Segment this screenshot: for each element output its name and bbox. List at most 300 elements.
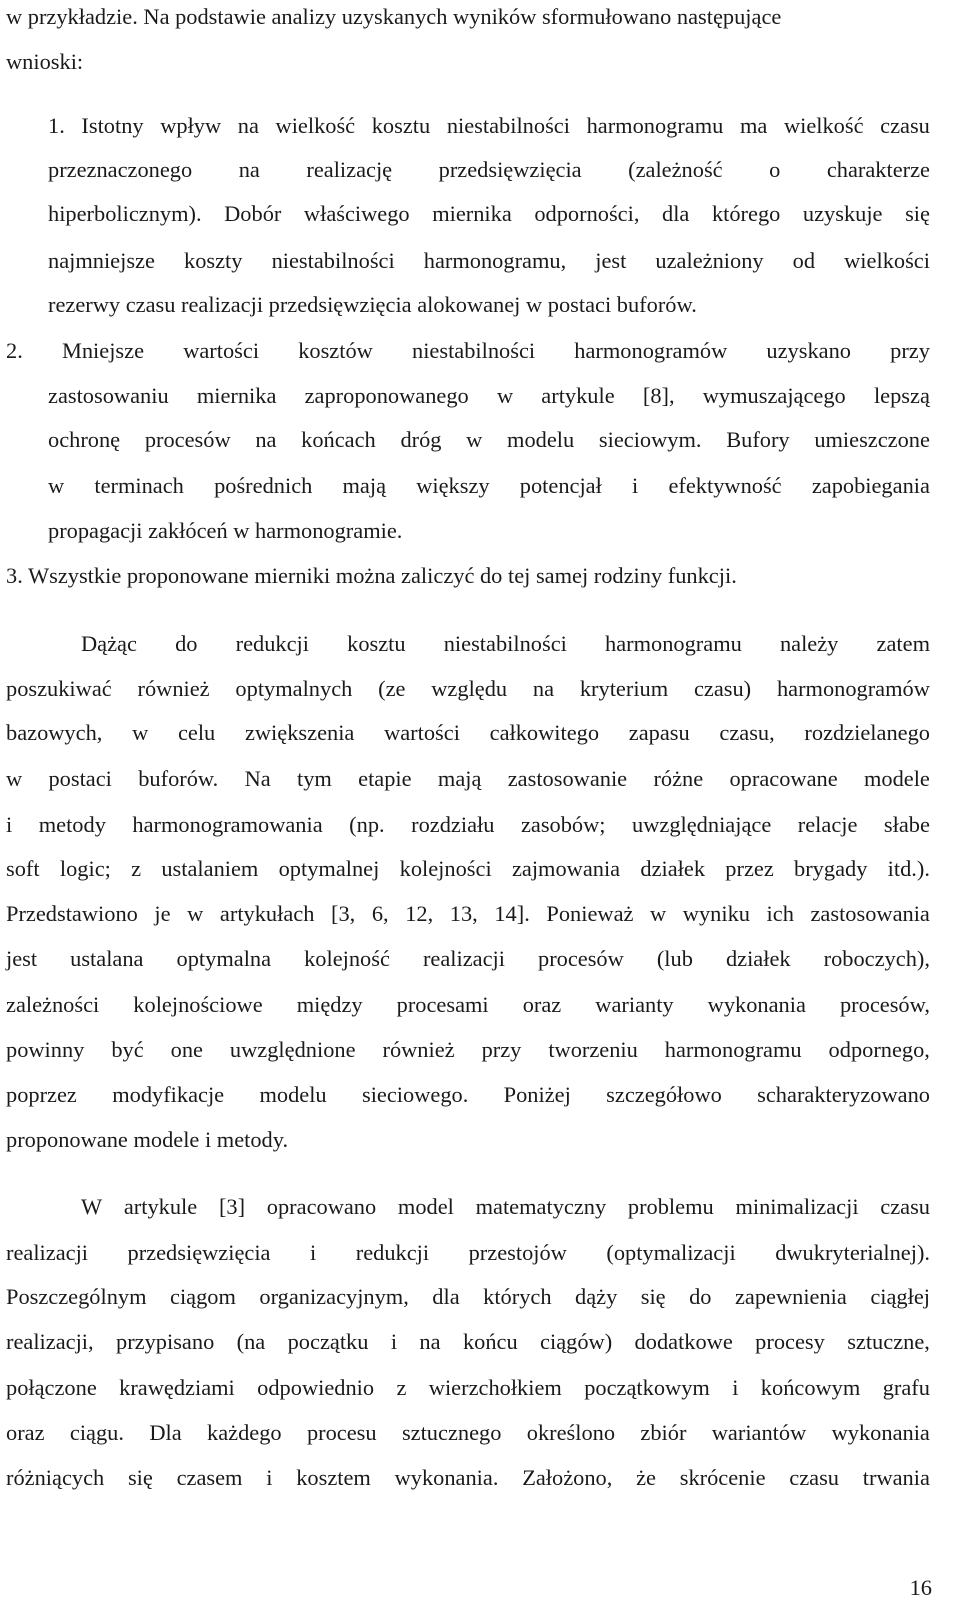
- justified-line: [6, 336, 930, 366]
- word: przeznaczonego: [48, 157, 193, 182]
- word: minimalizacji: [735, 1194, 859, 1219]
- word: harmonogramu: [605, 631, 742, 656]
- word: czasu,: [719, 720, 775, 745]
- word: krawędziami: [119, 1375, 235, 1400]
- word: poprzez: [6, 1082, 77, 1107]
- word: końcach: [301, 427, 376, 452]
- line-text: 3. Wszystkie proponowane mierniki można zaliczyć do tej samej rodziny funkcji.: [6, 563, 737, 588]
- word: procesy: [755, 1329, 825, 1354]
- word: między: [296, 992, 363, 1017]
- word: 12,: [405, 901, 434, 926]
- word: przedsięwzięcia: [438, 157, 582, 182]
- word: kosztów: [298, 338, 373, 363]
- word: rozdziału: [411, 812, 495, 837]
- justified-line: [6, 1373, 930, 1403]
- word: ustalaniem: [161, 856, 259, 881]
- word: zasobów;: [520, 812, 606, 837]
- word: na: [532, 676, 555, 701]
- word: jest: [6, 946, 38, 971]
- word: kosztu: [347, 631, 406, 656]
- word: oraz: [522, 992, 562, 1017]
- word: przy: [481, 1037, 522, 1062]
- word: wartości: [183, 338, 260, 363]
- line-text: rezerwy czasu realizacji przedsięwzięcia alokowanej w postaci buforów.: [48, 292, 697, 317]
- word: terminach: [94, 473, 184, 498]
- word: wielkość: [275, 113, 356, 138]
- text-line: [6, 471, 930, 501]
- word: zapewnienia: [734, 1284, 847, 1309]
- justified-line: [81, 629, 930, 659]
- word: Mniejsze: [61, 338, 145, 363]
- word: Dobór: [224, 201, 282, 226]
- word: mają: [437, 766, 482, 791]
- text-line: [6, 718, 930, 748]
- word: należy: [779, 631, 839, 656]
- word: w: [48, 473, 65, 498]
- word: końcu: [462, 1329, 518, 1354]
- word: większy: [416, 473, 490, 498]
- word: 2.: [6, 338, 23, 363]
- word: jest: [595, 248, 627, 273]
- justified-line: [48, 471, 930, 501]
- word: do: [175, 631, 198, 656]
- word: ciągów): [540, 1329, 613, 1354]
- word: realizację: [306, 157, 393, 182]
- word: one: [170, 1037, 203, 1062]
- word: odporności,: [534, 201, 640, 226]
- word: Dla: [149, 1420, 182, 1445]
- word: zajmowania: [511, 856, 621, 881]
- text-line: [6, 246, 930, 276]
- word: odpornego,: [828, 1037, 930, 1062]
- word: harmonogramu: [664, 1037, 802, 1062]
- word: kolejność: [304, 946, 390, 971]
- justified-line: [81, 1192, 930, 1222]
- word: przy: [890, 338, 930, 363]
- word: powinny: [6, 1037, 85, 1062]
- word: czasu: [880, 113, 930, 138]
- justified-line: [48, 381, 930, 411]
- word: harmonogramu,: [423, 248, 567, 273]
- text-line: [6, 1373, 930, 1403]
- word: redukcji: [355, 1240, 430, 1265]
- word: Przedstawiono: [6, 901, 138, 926]
- word: kolejnościowe: [133, 992, 263, 1017]
- word: procesu: [306, 1420, 377, 1445]
- word: Założono,: [522, 1465, 613, 1490]
- word: się: [640, 1284, 666, 1309]
- word: końcowym: [760, 1375, 861, 1400]
- text-line: [6, 2, 930, 32]
- word: przestojów: [468, 1240, 567, 1265]
- word: 13,: [449, 901, 478, 926]
- justified-line: [6, 764, 930, 794]
- word: którego: [711, 201, 781, 226]
- word: zwiększenia: [244, 720, 355, 745]
- word: zastosowania: [810, 901, 930, 926]
- justified-line: [6, 1463, 930, 1493]
- word: względu: [431, 676, 508, 701]
- text-line: [6, 1125, 930, 1155]
- text-line: [6, 1080, 930, 1110]
- word: logic;: [59, 856, 111, 881]
- word: modyfikacje: [112, 1082, 225, 1107]
- word: których: [483, 1284, 552, 1309]
- word: rozdzielanego: [804, 720, 930, 745]
- word: lepszą: [873, 383, 930, 408]
- word: sztuczne,: [847, 1329, 930, 1354]
- word: się: [905, 201, 930, 226]
- word: wpływ: [160, 113, 222, 138]
- word: hiperbolicznym).: [48, 201, 202, 226]
- text-line: [6, 290, 930, 320]
- word: (ze: [378, 676, 406, 701]
- word: skrócenie: [679, 1465, 766, 1490]
- word: sztucznego: [401, 1420, 502, 1445]
- word: koszty: [184, 248, 243, 273]
- word: różne: [653, 766, 704, 791]
- word: ochronę: [48, 427, 121, 452]
- line-text: proponowane modele i metody.: [6, 1127, 289, 1152]
- word: model: [397, 1194, 454, 1219]
- word: zaproponowanego: [304, 383, 469, 408]
- word: wierzchołkiem: [428, 1375, 562, 1400]
- word: określono: [526, 1420, 616, 1445]
- word: i: [732, 1375, 739, 1400]
- text-line: [6, 336, 930, 366]
- word: zapobiegania: [811, 473, 930, 498]
- word: uwzględniające: [632, 812, 772, 837]
- text-line: [6, 155, 930, 185]
- word: w: [496, 383, 514, 408]
- word: artykule: [541, 383, 615, 408]
- word: Istotny: [81, 113, 144, 138]
- word: soft: [6, 856, 40, 881]
- word: wartości: [384, 720, 460, 745]
- word: charakterze: [826, 157, 930, 182]
- word: miernika: [432, 201, 512, 226]
- word: [3]: [218, 1194, 246, 1219]
- justified-line: [48, 425, 930, 455]
- word: artykule: [123, 1194, 198, 1219]
- justified-line: [48, 111, 930, 141]
- word: brygady: [794, 856, 868, 881]
- text-line: [6, 1418, 930, 1448]
- justified-line: [48, 199, 930, 229]
- word: działek: [640, 856, 706, 881]
- word: modelu: [259, 1082, 327, 1107]
- word: wykonania.: [394, 1465, 499, 1490]
- word: odpowiednio: [257, 1375, 375, 1400]
- word: z: [396, 1375, 407, 1400]
- word: umieszczone: [814, 427, 930, 452]
- word: modele: [863, 766, 930, 791]
- text-line: [6, 1327, 930, 1357]
- word: na: [238, 157, 260, 182]
- word: do: [689, 1284, 712, 1309]
- justified-line: [6, 899, 930, 929]
- word: (np.: [349, 812, 385, 837]
- text-line: [6, 1238, 930, 1268]
- word: w: [466, 427, 483, 452]
- word: uwzględnione: [229, 1037, 356, 1062]
- word: Na: [244, 766, 271, 791]
- word: artykułach: [219, 901, 315, 926]
- word: grafu: [882, 1375, 930, 1400]
- word: przez: [725, 856, 774, 881]
- text-line: [6, 199, 930, 229]
- word: ciągłej: [870, 1284, 930, 1309]
- text-line: [6, 516, 930, 546]
- word: 14].: [494, 901, 530, 926]
- word: wielkość: [783, 113, 864, 138]
- word: całkowitego: [489, 720, 600, 745]
- word: uzyskano: [766, 338, 851, 363]
- word: niestabilności: [443, 631, 567, 656]
- text-line: [6, 47, 930, 77]
- text-line: [6, 899, 930, 929]
- word: się: [127, 1465, 153, 1490]
- word: opracowano: [266, 1194, 377, 1219]
- word: poszukiwać: [6, 676, 112, 701]
- word: opracowane: [729, 766, 838, 791]
- text-line: [6, 561, 930, 591]
- word: na: [419, 1329, 441, 1354]
- word: zatem: [876, 631, 930, 656]
- word: tym: [296, 766, 332, 791]
- text-line: [6, 629, 930, 659]
- word: uzyskuje: [802, 201, 883, 226]
- word: procesów: [538, 946, 624, 971]
- word: czasu: [880, 1194, 930, 1219]
- word: Ponieważ: [546, 901, 634, 926]
- word: czasem: [176, 1465, 243, 1490]
- word: przedsięwzięcia: [127, 1240, 271, 1265]
- justified-line: [6, 1282, 930, 1312]
- justified-line: [6, 810, 930, 840]
- word: różniących: [6, 1465, 105, 1490]
- text-line: [6, 425, 930, 455]
- word: połączone: [6, 1375, 97, 1400]
- word: bazowych,: [6, 720, 103, 745]
- word: modelu: [507, 427, 575, 452]
- word: właściwego: [303, 201, 410, 226]
- text-line: [6, 1192, 930, 1222]
- justified-line: [6, 674, 930, 704]
- word: z: [131, 856, 142, 881]
- word: miernika: [196, 383, 277, 408]
- word: zbiór: [640, 1420, 687, 1445]
- word: harmonogramowania: [132, 812, 323, 837]
- word: być: [111, 1037, 144, 1062]
- justified-line: [48, 155, 930, 185]
- word: celu: [177, 720, 216, 745]
- word: i: [266, 1465, 273, 1490]
- word: W: [81, 1194, 103, 1219]
- justified-line: [6, 1238, 930, 1268]
- word: realizacji: [422, 946, 505, 971]
- word: również: [382, 1037, 455, 1062]
- word: uzależniony: [655, 248, 764, 273]
- word: Poniżej: [503, 1082, 571, 1107]
- word: Dążąc: [81, 631, 137, 656]
- word: harmonogramów: [574, 338, 728, 363]
- word: trwania: [862, 1465, 930, 1490]
- word: i: [632, 473, 639, 498]
- word: sieciowego.: [361, 1082, 469, 1107]
- word: niestabilności: [446, 113, 570, 138]
- word: redukcji: [235, 631, 309, 656]
- word: ich: [766, 901, 794, 926]
- word: również: [137, 676, 210, 701]
- text-line: [6, 764, 930, 794]
- text-line: [6, 381, 930, 411]
- word: etapie: [358, 766, 412, 791]
- word: początku: [287, 1329, 369, 1354]
- word: efektywność: [668, 473, 782, 498]
- word: dla: [432, 1284, 460, 1309]
- word: realizacji: [6, 1240, 89, 1265]
- text-line: [6, 1035, 930, 1065]
- word: szczegółowo: [606, 1082, 722, 1107]
- word: i: [390, 1329, 398, 1354]
- word: i: [310, 1240, 317, 1265]
- word: najmniejsze: [48, 248, 155, 273]
- word: mają: [342, 473, 387, 498]
- word: potencjał: [519, 473, 602, 498]
- text-line: [6, 674, 930, 704]
- word: w: [650, 901, 667, 926]
- word: optymalna: [176, 946, 272, 971]
- word: procesami: [396, 992, 489, 1017]
- word: wykonania: [707, 992, 806, 1017]
- word: wariantów: [711, 1420, 807, 1445]
- word: zastosowanie: [507, 766, 628, 791]
- word: o: [769, 157, 781, 182]
- word: [8],: [642, 383, 675, 408]
- word: 1.: [48, 113, 65, 138]
- word: matematyczny: [475, 1194, 607, 1219]
- justified-line: [6, 1327, 930, 1357]
- word: dróg: [400, 427, 442, 452]
- text-line: [6, 854, 930, 884]
- word: kosztem: [296, 1465, 371, 1490]
- text-line: [6, 111, 930, 141]
- word: dla: [662, 201, 690, 226]
- word: w: [132, 720, 149, 745]
- word: przypisano: [116, 1329, 215, 1354]
- word: procesów,: [839, 992, 930, 1017]
- word: dodatkowe: [634, 1329, 733, 1354]
- word: działek: [725, 946, 791, 971]
- word: zastosowaniu: [48, 383, 169, 408]
- word: czasu: [789, 1465, 840, 1490]
- word: oraz: [6, 1420, 45, 1445]
- word: sieciowym.: [598, 427, 702, 452]
- word: niestabilności: [271, 248, 395, 273]
- word: ustalana: [70, 946, 144, 971]
- word: ciągom: [170, 1284, 236, 1309]
- word: (zależność: [628, 157, 723, 182]
- word: tworzeniu: [548, 1037, 638, 1062]
- line-text: propagacji zakłóceń w harmonogramie.: [48, 518, 403, 543]
- justified-line: [6, 944, 930, 974]
- justified-line: [6, 1418, 930, 1448]
- justified-line: [48, 246, 930, 276]
- justified-line: [6, 718, 930, 748]
- line-text: wnioski:: [6, 49, 84, 74]
- word: (lub: [656, 946, 693, 971]
- word: problemu: [627, 1194, 714, 1219]
- word: optymalnej: [278, 856, 380, 881]
- word: na: [255, 427, 277, 452]
- word: w: [187, 901, 204, 926]
- word: ciągu.: [69, 1420, 124, 1445]
- justified-line: [6, 1035, 930, 1065]
- word: ma: [739, 113, 768, 138]
- word: zapasu: [628, 720, 690, 745]
- word: wyniku: [682, 901, 750, 926]
- text-line: [6, 990, 930, 1020]
- justified-line: [6, 1080, 930, 1110]
- word: dwukryterialnej).: [775, 1240, 930, 1265]
- word: [3,: [331, 901, 356, 926]
- word: je: [154, 901, 171, 926]
- word: buforów.: [138, 766, 219, 791]
- word: warianty: [595, 992, 674, 1017]
- word: harmonogramów: [776, 676, 930, 701]
- page-number: 16: [909, 1575, 932, 1600]
- word: harmonogramu: [586, 113, 724, 138]
- text-line: [6, 1463, 930, 1493]
- word: kolejności: [399, 856, 492, 881]
- word: Bufory: [726, 427, 790, 452]
- word: realizacji,: [6, 1329, 94, 1354]
- text-line: [6, 810, 930, 840]
- word: wykonania: [831, 1420, 930, 1445]
- word: słabe: [883, 812, 930, 837]
- word: czasu): [693, 676, 752, 701]
- justified-line: [6, 990, 930, 1020]
- word: relacje: [797, 812, 858, 837]
- word: itd.).: [887, 856, 930, 881]
- word: wielkości: [844, 248, 930, 273]
- word: od: [792, 248, 816, 273]
- word: na: [237, 113, 259, 138]
- word: początkowym: [584, 1375, 710, 1400]
- word: każdego: [207, 1420, 282, 1445]
- word: (na: [236, 1329, 266, 1354]
- line-text: w przykładzie. Na podstawie analizy uzyskanych wyników sformułowano następujące: [6, 4, 782, 29]
- word: pośrednich: [214, 473, 313, 498]
- word: wymuszającego: [702, 383, 846, 408]
- word: procesów: [144, 427, 231, 452]
- word: metody: [38, 812, 106, 837]
- word: organizacyjnym,: [259, 1284, 409, 1309]
- word: optymalnych: [235, 676, 353, 701]
- text-line: [6, 1282, 930, 1312]
- word: scharakteryzowano: [757, 1082, 930, 1107]
- justified-line: [6, 854, 930, 884]
- text-line: [6, 944, 930, 974]
- word: kosztu: [371, 113, 431, 138]
- word: niestabilności: [412, 338, 536, 363]
- word: roboczych),: [823, 946, 930, 971]
- word: Poszczególnym: [6, 1284, 147, 1309]
- word: postaci: [48, 766, 112, 791]
- word: w: [6, 766, 23, 791]
- word: kryterium: [579, 676, 669, 701]
